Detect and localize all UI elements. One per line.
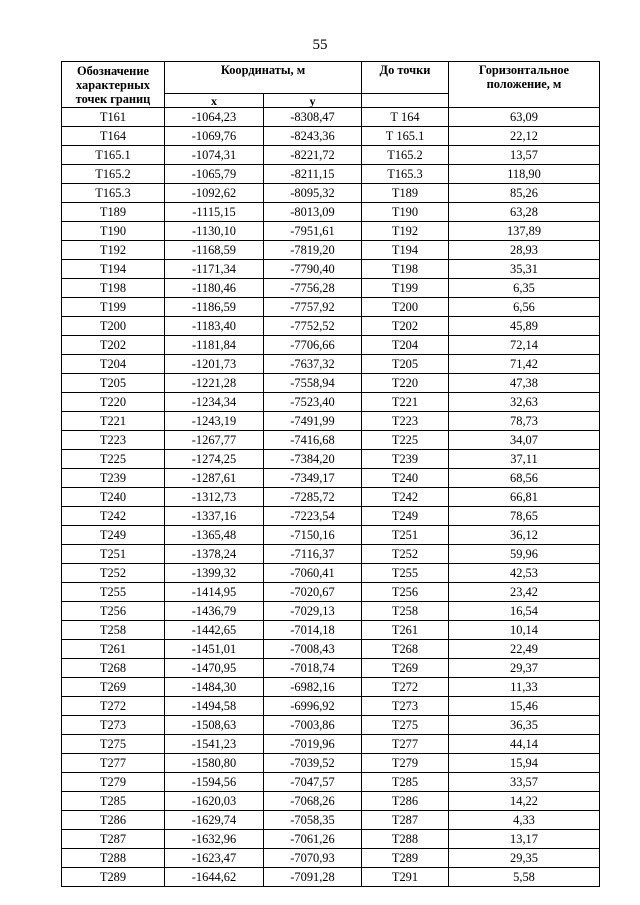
cell-x: -1065,79 [165,165,264,184]
cell-distance: 45,89 [449,317,600,336]
cell-y: -7384,20 [264,450,362,469]
cell-y: -7068,26 [264,792,362,811]
table-row [62,735,600,754]
table-row [62,849,600,868]
cell-distance: 34,07 [449,431,600,450]
table-row [62,469,600,488]
cell-x: -1274,25 [165,450,264,469]
cell-point: Т268 [62,659,165,678]
cell-x: -1168,59 [165,241,264,260]
cell-to-point: Т252 [362,545,449,564]
cell-x: -1541,23 [165,735,264,754]
coordinates-table [61,61,600,887]
cell-x: -1092,62 [165,184,264,203]
cell-y: -7819,20 [264,241,362,260]
table-row [62,412,600,431]
cell-to-point: Т189 [362,184,449,203]
cell-y: -8013,09 [264,203,362,222]
cell-to-point: Т200 [362,298,449,317]
cell-y: -7285,72 [264,488,362,507]
cell-distance: 6,35 [449,279,600,298]
table-row [62,811,600,830]
table-row [62,659,600,678]
table-row [62,507,600,526]
table-row [62,526,600,545]
cell-point: Т279 [62,773,165,792]
cell-y: -7020,67 [264,583,362,602]
cell-point: Т161 [62,108,165,127]
cell-point: Т289 [62,868,165,887]
cell-x: -1414,95 [165,583,264,602]
cell-to-point: Т202 [362,317,449,336]
table-row [62,792,600,811]
table-row [62,127,600,146]
cell-distance: 29,37 [449,659,600,678]
table-row [62,317,600,336]
cell-point: Т256 [62,602,165,621]
cell-x: -1267,77 [165,431,264,450]
cell-to-point: Т199 [362,279,449,298]
cell-y: -7416,68 [264,431,362,450]
table-row [62,450,600,469]
cell-x: -1623,47 [165,849,264,868]
table-row [62,241,600,260]
cell-x: -1312,73 [165,488,264,507]
cell-y: -7706,66 [264,336,362,355]
cell-distance: 71,42 [449,355,600,374]
cell-x: -1378,24 [165,545,264,564]
cell-to-point: Т192 [362,222,449,241]
cell-x: -1181,84 [165,336,264,355]
table-row [62,431,600,450]
cell-point: Т255 [62,583,165,602]
cell-distance: 36,35 [449,716,600,735]
cell-y: -7523,40 [264,393,362,412]
cell-to-point: Т256 [362,583,449,602]
cell-to-point: Т268 [362,640,449,659]
cell-y: -7008,43 [264,640,362,659]
table-row [62,830,600,849]
table-row [62,640,600,659]
table-row [62,336,600,355]
cell-point: Т190 [62,222,165,241]
cell-point: Т221 [62,412,165,431]
cell-to-point: Т269 [362,659,449,678]
cell-to-point: Т275 [362,716,449,735]
cell-to-point: Т286 [362,792,449,811]
header-coordinates: Координаты, м [165,62,362,94]
cell-point: Т164 [62,127,165,146]
cell-point: Т223 [62,431,165,450]
table-row [62,146,600,165]
cell-x: -1442,65 [165,621,264,640]
cell-x: -1436,79 [165,602,264,621]
cell-x: -1287,61 [165,469,264,488]
cell-to-point: Т225 [362,431,449,450]
cell-point: Т239 [62,469,165,488]
cell-to-point: Т279 [362,754,449,773]
cell-point: Т202 [62,336,165,355]
cell-point: Т249 [62,526,165,545]
cell-to-point: Т 165.1 [362,127,449,146]
cell-y: -7014,18 [264,621,362,640]
cell-distance: 32,63 [449,393,600,412]
cell-distance: 78,73 [449,412,600,431]
cell-distance: 42,53 [449,564,600,583]
cell-x: -1180,46 [165,279,264,298]
cell-distance: 29,35 [449,849,600,868]
table-row [62,184,600,203]
cell-x: -1451,01 [165,640,264,659]
cell-x: -1399,32 [165,564,264,583]
cell-point: Т194 [62,260,165,279]
cell-y: -8221,72 [264,146,362,165]
header-designation: Обозначение характерных точек границ [62,62,165,108]
cell-to-point: Т242 [362,488,449,507]
cell-distance: 118,90 [449,165,600,184]
cell-y: -7637,32 [264,355,362,374]
table-row [62,754,600,773]
cell-distance: 22,49 [449,640,600,659]
cell-point: Т275 [62,735,165,754]
cell-y: -7116,37 [264,545,362,564]
cell-to-point: Т239 [362,450,449,469]
cell-y: -7047,57 [264,773,362,792]
cell-y: -8243,36 [264,127,362,146]
cell-point: Т240 [62,488,165,507]
cell-distance: 11,33 [449,678,600,697]
cell-point: Т165.1 [62,146,165,165]
header-y: y [264,94,362,108]
cell-distance: 5,58 [449,868,600,887]
cell-distance: 6,56 [449,298,600,317]
cell-to-point: Т255 [362,564,449,583]
table-row [62,374,600,393]
cell-x: -1365,48 [165,526,264,545]
table-row [62,583,600,602]
cell-to-point: Т251 [362,526,449,545]
cell-x: -1629,74 [165,811,264,830]
cell-to-point: Т288 [362,830,449,849]
cell-y: -7003,86 [264,716,362,735]
cell-y: -7091,28 [264,868,362,887]
cell-distance: 15,94 [449,754,600,773]
cell-point: Т165.3 [62,184,165,203]
cell-point: Т198 [62,279,165,298]
page-number: 55 [312,37,328,53]
table-row [62,602,600,621]
header-x: x [165,94,264,108]
cell-point: Т269 [62,678,165,697]
cell-y: -7019,96 [264,735,362,754]
cell-point: Т225 [62,450,165,469]
cell-distance: 13,17 [449,830,600,849]
cell-to-point: Т194 [362,241,449,260]
cell-point: Т192 [62,241,165,260]
cell-distance: 23,42 [449,583,600,602]
cell-y: -7790,40 [264,260,362,279]
cell-distance: 10,14 [449,621,600,640]
cell-y: -7752,52 [264,317,362,336]
cell-x: -1069,76 [165,127,264,146]
header-horizontal: Горизонтальное положение, м [449,62,600,108]
cell-y: -7070,93 [264,849,362,868]
table-row [62,697,600,716]
cell-to-point: Т205 [362,355,449,374]
table-body [62,108,600,887]
cell-x: -1508,63 [165,716,264,735]
cell-distance: 36,12 [449,526,600,545]
cell-distance: 4,33 [449,811,600,830]
cell-to-point: Т190 [362,203,449,222]
cell-y: -7029,13 [264,602,362,621]
cell-y: -8095,32 [264,184,362,203]
cell-to-point: Т204 [362,336,449,355]
cell-x: -1494,58 [165,697,264,716]
cell-y: -7060,41 [264,564,362,583]
cell-x: -1186,59 [165,298,264,317]
cell-point: Т165.2 [62,165,165,184]
cell-to-point: Т165.2 [362,146,449,165]
header-to-point-blank [362,94,449,108]
cell-point: Т273 [62,716,165,735]
cell-distance: 85,26 [449,184,600,203]
cell-distance: 68,56 [449,469,600,488]
cell-x: -1064,23 [165,108,264,127]
table-row [62,203,600,222]
cell-x: -1484,30 [165,678,264,697]
table-row [62,222,600,241]
cell-point: Т205 [62,374,165,393]
cell-x: -1580,80 [165,754,264,773]
cell-y: -7756,28 [264,279,362,298]
cell-y: -7558,94 [264,374,362,393]
cell-point: Т288 [62,849,165,868]
cell-to-point: Т249 [362,507,449,526]
cell-x: -1234,34 [165,393,264,412]
cell-point: Т189 [62,203,165,222]
cell-to-point: Т240 [362,469,449,488]
cell-x: -1183,40 [165,317,264,336]
cell-point: Т286 [62,811,165,830]
cell-point: Т252 [62,564,165,583]
cell-y: -8211,15 [264,165,362,184]
table-row [62,678,600,697]
cell-distance: 15,46 [449,697,600,716]
cell-distance: 63,28 [449,203,600,222]
cell-x: -1644,62 [165,868,264,887]
table-row [62,279,600,298]
cell-point: Т277 [62,754,165,773]
table-row [62,716,600,735]
cell-distance: 35,31 [449,260,600,279]
cell-to-point: Т165.3 [362,165,449,184]
cell-distance: 37,11 [449,450,600,469]
cell-distance: 16,54 [449,602,600,621]
cell-distance: 137,89 [449,222,600,241]
cell-x: -1594,56 [165,773,264,792]
cell-to-point: Т223 [362,412,449,431]
cell-point: Т287 [62,830,165,849]
cell-to-point: Т285 [362,773,449,792]
cell-y: -7018,74 [264,659,362,678]
cell-point: Т200 [62,317,165,336]
cell-to-point: Т221 [362,393,449,412]
cell-x: -1632,96 [165,830,264,849]
cell-distance: 72,14 [449,336,600,355]
table-row [62,564,600,583]
cell-to-point: Т258 [362,602,449,621]
cell-y: -6982,16 [264,678,362,697]
cell-to-point: Т291 [362,868,449,887]
cell-to-point: Т 164 [362,108,449,127]
cell-point: Т204 [62,355,165,374]
cell-x: -1243,19 [165,412,264,431]
cell-x: -1115,15 [165,203,264,222]
cell-y: -7757,92 [264,298,362,317]
cell-distance: 66,81 [449,488,600,507]
table-row [62,545,600,564]
cell-x: -1201,73 [165,355,264,374]
cell-distance: 13,57 [449,146,600,165]
cell-point: Т251 [62,545,165,564]
cell-x: -1171,34 [165,260,264,279]
cell-point: Т199 [62,298,165,317]
cell-to-point: Т277 [362,735,449,754]
cell-to-point: Т220 [362,374,449,393]
cell-point: Т285 [62,792,165,811]
cell-x: -1221,28 [165,374,264,393]
cell-y: -7061,26 [264,830,362,849]
cell-y: -7039,52 [264,754,362,773]
cell-distance: 28,93 [449,241,600,260]
table-row [62,165,600,184]
table-row [62,773,600,792]
cell-x: -1620,03 [165,792,264,811]
cell-y: -6996,92 [264,697,362,716]
table-row [62,868,600,887]
cell-y: -7349,17 [264,469,362,488]
cell-point: Т272 [62,697,165,716]
table-row [62,260,600,279]
table-row [62,108,600,127]
table-row [62,488,600,507]
cell-distance: 47,38 [449,374,600,393]
cell-x: -1470,95 [165,659,264,678]
cell-to-point: Т272 [362,678,449,697]
cell-y: -7223,54 [264,507,362,526]
cell-distance: 78,65 [449,507,600,526]
table-row [62,298,600,317]
cell-y: -8308,47 [264,108,362,127]
cell-distance: 33,57 [449,773,600,792]
cell-distance: 44,14 [449,735,600,754]
header-row [62,62,600,94]
cell-point: Т261 [62,640,165,659]
cell-to-point: Т198 [362,260,449,279]
cell-y: -7058,35 [264,811,362,830]
cell-point: Т258 [62,621,165,640]
cell-x: -1130,10 [165,222,264,241]
cell-to-point: Т287 [362,811,449,830]
cell-point: Т242 [62,507,165,526]
cell-y: -7150,16 [264,526,362,545]
table-row [62,355,600,374]
cell-x: -1337,16 [165,507,264,526]
cell-to-point: Т261 [362,621,449,640]
table-row [62,393,600,412]
cell-distance: 63,09 [449,108,600,127]
cell-y: -7951,61 [264,222,362,241]
cell-distance: 22,12 [449,127,600,146]
cell-to-point: Т289 [362,849,449,868]
cell-distance: 59,96 [449,545,600,564]
cell-point: Т220 [62,393,165,412]
cell-distance: 14,22 [449,792,600,811]
header-to-point: До точки [362,62,449,94]
cell-x: -1074,31 [165,146,264,165]
cell-to-point: Т273 [362,697,449,716]
cell-y: -7491,99 [264,412,362,431]
table-row [62,621,600,640]
